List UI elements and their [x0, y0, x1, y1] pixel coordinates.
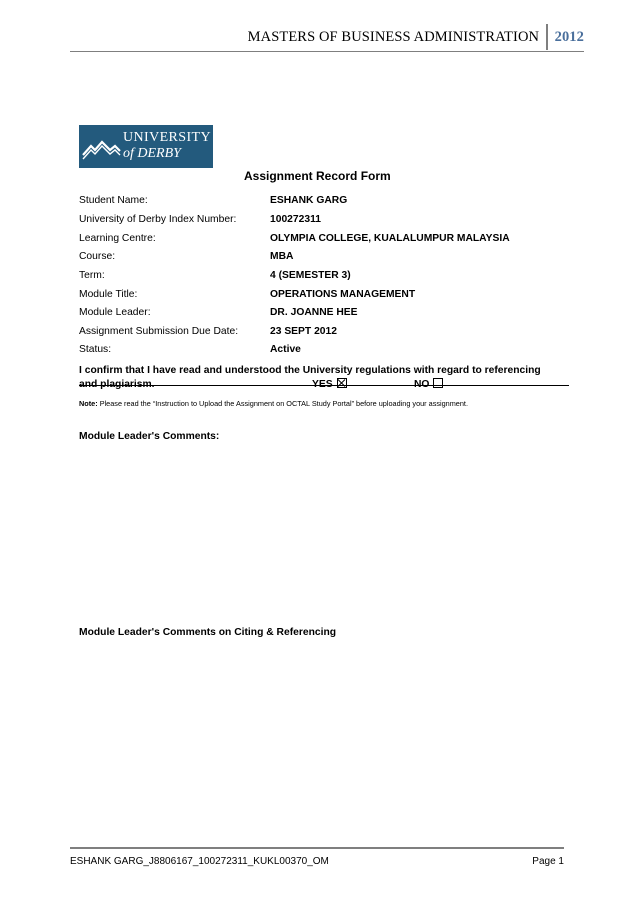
field-label: Assignment Submission Due Date:	[79, 326, 239, 337]
field-row-status	[79, 344, 559, 358]
field-value: 100272311	[270, 214, 321, 225]
footer-document-id: ESHANK GARG_J8806167_100272311_KUKL00370_OM	[70, 856, 329, 867]
field-label: Learning Centre:	[79, 233, 156, 244]
page-header	[0, 24, 584, 50]
header-rule	[70, 51, 584, 52]
field-value: ESHANK GARG	[270, 195, 348, 206]
confirmation-line1: I confirm that I have read and understood the University regulations with regard to referencing	[79, 365, 541, 376]
field-row-due-date	[79, 326, 559, 340]
field-row-course	[79, 251, 559, 265]
field-row-learning-centre	[79, 233, 559, 247]
field-label: Term:	[79, 270, 105, 281]
field-label: Course:	[79, 251, 116, 262]
logo-line2: of DERBY	[123, 146, 181, 161]
field-label: Status:	[79, 344, 112, 355]
field-value: 23 SEPT 2012	[270, 326, 337, 337]
field-row-module-leader	[79, 307, 559, 321]
header-year: 2012	[554, 28, 584, 45]
field-label: Student Name:	[79, 195, 148, 206]
upload-note	[79, 399, 468, 408]
note-text: Please read the “Instruction to Upload the Assignment on OCTAL Study Portal” before uploading your assignment.	[99, 399, 468, 408]
logo-line1: UNIVERSITY	[123, 130, 211, 145]
confirmation-statement	[79, 364, 569, 392]
mountain-logo-icon	[79, 125, 123, 168]
field-label: Module Title:	[79, 289, 138, 300]
yes-label: YES	[312, 379, 333, 390]
form-title: Assignment Record Form	[244, 169, 391, 183]
field-row-module-title	[79, 289, 559, 303]
field-value: OPERATIONS MANAGEMENT	[270, 289, 416, 300]
field-label: University of Derby Index Number:	[79, 214, 237, 225]
no-checkbox[interactable]	[433, 378, 443, 388]
field-value: MBA	[270, 251, 294, 262]
citing-heading: Module Leader's Comments on Citing & Referencing	[79, 627, 337, 638]
footer-rule	[70, 847, 564, 849]
confirmation-line2: and plagiarism.	[79, 379, 155, 390]
yes-checkbox[interactable]	[337, 378, 347, 388]
field-value: Active	[270, 344, 301, 355]
comments-heading: Module Leader's Comments:	[79, 431, 220, 442]
field-value: 4 (SEMESTER 3)	[270, 270, 351, 281]
header-title: MASTERS OF BUSINESS ADMINISTRATION	[247, 28, 540, 45]
no-label: NO	[414, 379, 430, 390]
confirmation-rule	[79, 385, 569, 386]
field-row-term	[79, 270, 559, 284]
note-prefix: Note:	[79, 399, 98, 408]
field-value: DR. JOANNE HEE	[270, 307, 358, 318]
field-row-student-name	[79, 195, 559, 209]
footer-page-number: Page 1	[532, 856, 564, 867]
university-logo	[79, 125, 213, 168]
field-row-index-number	[79, 214, 559, 228]
field-value: OLYMPIA COLLEGE, KUALALUMPUR MALAYSIA	[270, 233, 510, 244]
field-label: Module Leader:	[79, 307, 151, 318]
